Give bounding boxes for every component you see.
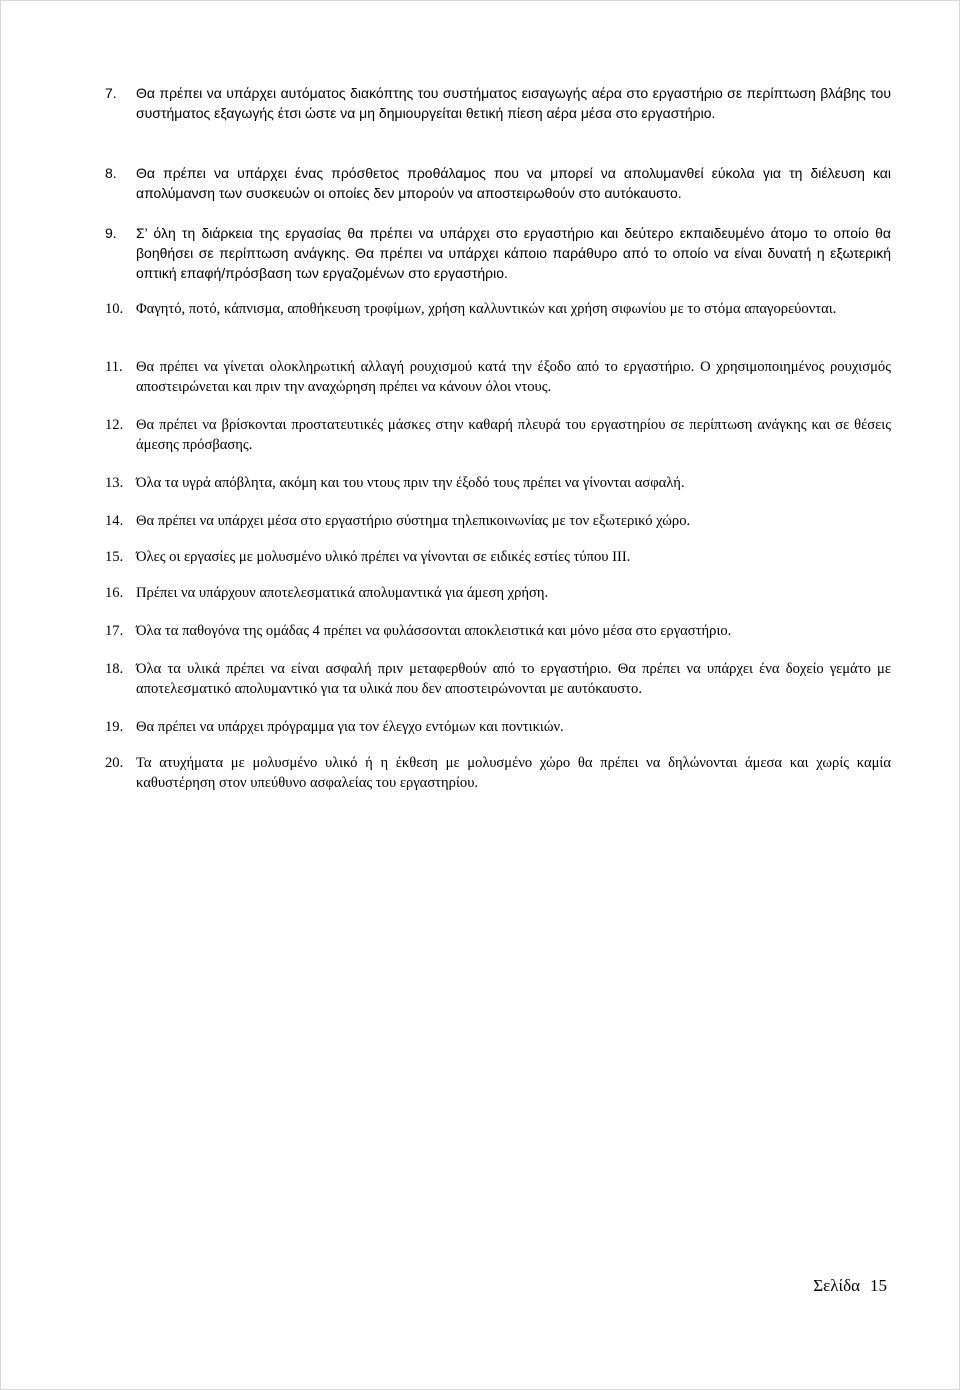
list-item-number: 11.: [105, 359, 123, 375]
list-item-text: Πρέπει να υπάρχουν αποτελεσματικά απολυμαντικά για άμεση χρήση.: [136, 585, 549, 601]
list-item-number: 15.: [105, 549, 124, 565]
list-item: [105, 717, 891, 737]
list-item: [105, 223, 891, 283]
list-item: [105, 547, 891, 567]
list-item-number: 17.: [105, 623, 124, 639]
list-item-number: 18.: [105, 661, 124, 677]
list-item-number: 14.: [105, 513, 124, 529]
list-item: [105, 163, 891, 203]
list-item: [105, 299, 891, 319]
list-item-number: 9.: [105, 225, 117, 241]
list-item-number: 20.: [105, 755, 124, 771]
page-number: 15: [870, 1276, 887, 1295]
list-item-text: Θα πρέπει να υπάρχει πρόγραμμα για τον έλεγχο εντόμων και ποντικιών.: [136, 719, 564, 735]
list-item-text: Φαγητό, ποτό, κάπνισμα, αποθήκευση τροφίμων, χρήση καλλυντικών και χρήση σιφωνίου με το στόμα απαγορεύονται.: [136, 301, 837, 317]
list-item-number: 8.: [105, 165, 117, 181]
list-item-number: 19.: [105, 719, 124, 735]
list-item-text: Όλες οι εργασίες με μολυσμένο υλικό πρέπει να γίνονται σε ειδικές εστίες τύπου ΙΙΙ.: [136, 549, 631, 565]
list-item-number: 13.: [105, 475, 124, 491]
list-item: [105, 621, 891, 641]
list-item: [105, 473, 891, 493]
list-item-number: 7.: [105, 85, 117, 101]
list-item: [105, 511, 891, 531]
page-label: Σελίδα: [813, 1276, 860, 1295]
list-item-number: 10.: [105, 301, 124, 317]
list-item: [105, 415, 891, 455]
list-item-text: Όλα τα υγρά απόβλητα, ακόμη και του ντους πριν την έξοδό τους πρέπει να γίνονται ασφαλή.: [136, 475, 685, 491]
list-item-text: Όλα τα παθογόνα της ομάδας 4 πρέπει να φυλάσσονται αποκλειστικά και μόνο μέσα στο εργαστήριο.: [136, 623, 732, 639]
list-item-text: Όλα τα υλικά πρέπει να είναι ασφαλή πριν μεταφερθούν από το εργαστήριο. Θα πρέπει να υπάρχει ένα δοχείο γεμάτο με αποτελεσματικό απολυμαντικό για τα υλικά που δεν αποστειρώνονται με αυτόκαυστο.: [136, 661, 891, 697]
list-item-text: Σ’ όλη τη διάρκεια της εργασίας θα πρέπει να υπάρχει στο εργαστήριο και δεύτερο εκπαιδευμένο άτομο το οποίο θα βοηθήσει σε περίπτωση ανάγκης. Θα πρέπει να υπάρχει κάποιο παράθυρο από το οποίο να είναι δυνατή η εξωτερική οπτική επαφή/πρόσβαση των εργαζομένων στο εργαστήριο.: [136, 225, 891, 281]
page-footer: [813, 1276, 887, 1296]
list-item-number: 12.: [105, 417, 124, 433]
list-item-text: Τα ατυχήματα με μολυσμένο υλικό ή η έκθεση με μολυσμένο χώρο θα πρέπει να δηλώνονται άμεσα και χωρίς καμία καθυστέρηση στον υπεύθυνο ασφαλείας του εργαστηρίου.: [136, 755, 891, 791]
list-item-text: Θα πρέπει να υπάρχει ένας πρόσθετος προθάλαμος που να μπορεί να απολυμανθεί εύκολα για τη διέλευση και απολύμανση των συσκευών οι οποίες δεν μπορούν να αποστειρωθούν στο αυτόκαυστο.: [136, 165, 891, 201]
list-item-text: Θα πρέπει να υπάρχει αυτόματος διακόπτης του συστήματος εισαγωγής αέρα στο εργαστήριο σε περίπτωση βλάβης του συστήματος εξαγωγής έτσι ώστε να μη δημιουργείται θετική πίεση αέρα μέσα στο εργαστήριο.: [136, 85, 891, 121]
list-item: [105, 659, 891, 699]
list-item: [105, 357, 891, 397]
list-item: [105, 583, 891, 603]
list-item-text: Θα πρέπει να βρίσκονται προστατευτικές μάσκες στην καθαρή πλευρά του εργαστηρίου σε περίπτωση ανάγκης και σε θέσεις άμεσης πρόσβασης.: [136, 417, 891, 453]
list-item-number: 16.: [105, 585, 124, 601]
list-item: [105, 83, 891, 123]
list-item: [105, 753, 891, 793]
list-item-text: Θα πρέπει να γίνεται ολοκληρωτική αλλαγή ρουχισμού κατά την έξοδο από το εργαστήριο. Ο χρησιμοποιημένος ρουχισμός αποστειρώνεται και πριν την αναχώρηση πρέπει να κάνουν όλοι ντους.: [136, 359, 891, 395]
list-item-text: Θα πρέπει να υπάρχει μέσα στο εργαστήριο σύστημα τηλεπικοινωνίας με τον εξωτερικό χώρο.: [136, 513, 691, 529]
